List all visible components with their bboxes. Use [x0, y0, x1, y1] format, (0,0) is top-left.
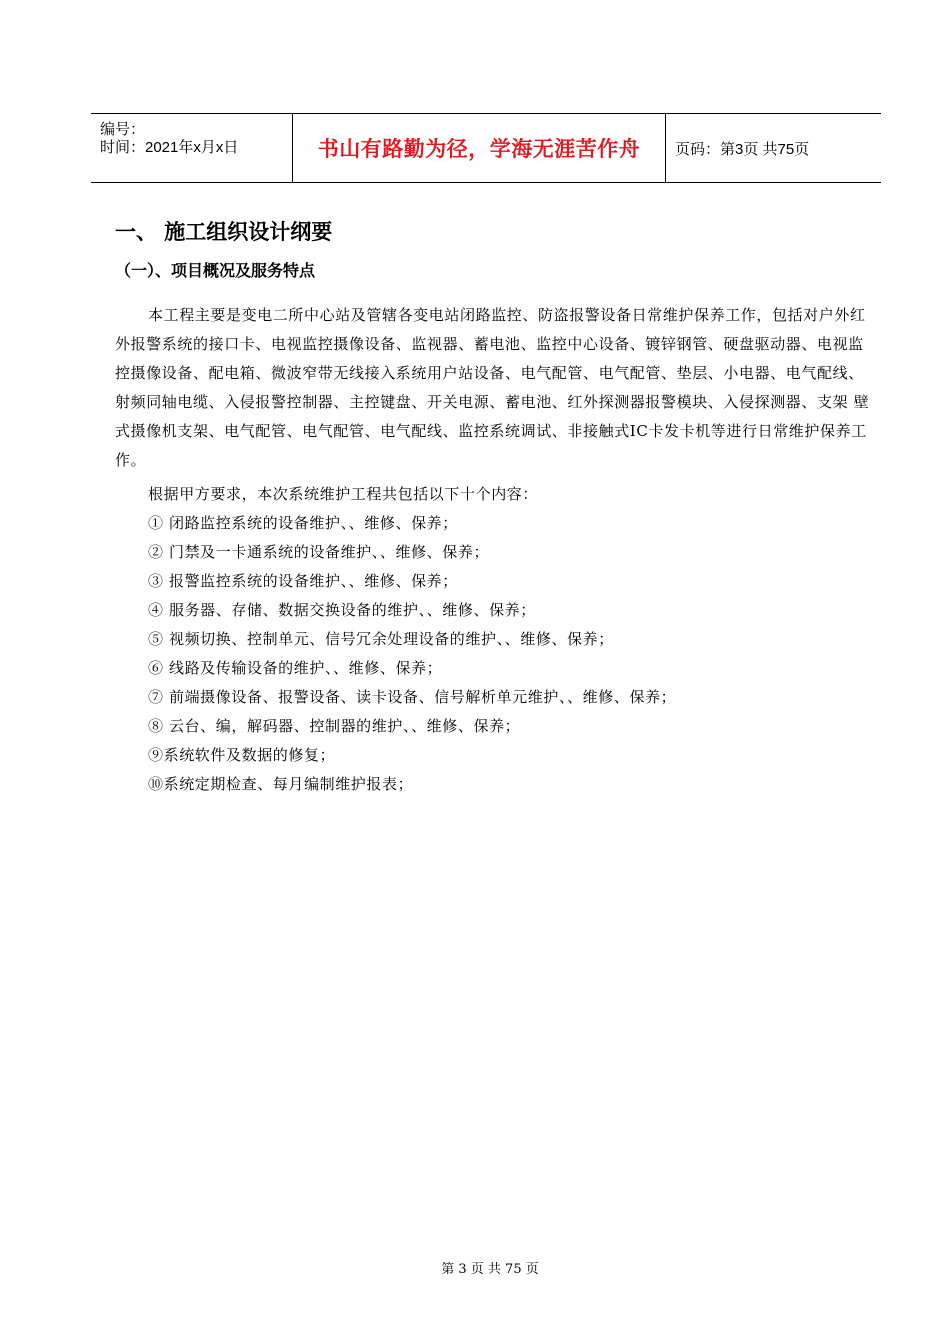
list-item: ③ 报警监控系统的设备维护、、维修、保养；	[148, 572, 458, 590]
list-item: ⑧ 云台、编，解码器、控制器的维护、、维修、保养；	[148, 717, 521, 735]
header-page-info: 页码：第3页 共75页	[675, 140, 810, 158]
document-header	[91, 113, 881, 183]
list-item: ⑤ 视频切换、控制单元、信号冗余处理设备的维护、、维修、保养；	[148, 630, 614, 648]
header-page-cell	[666, 114, 881, 182]
page-footer: 第 3 页 共 75 页	[441, 1262, 539, 1277]
list-item: ⑥ 线路及传输设备的维护、、维修、保养；	[148, 659, 443, 677]
header-motto: 书山有路勤为径，学海无涯苦作舟	[317, 137, 641, 161]
header-motto-cell	[293, 114, 666, 182]
list-item: ⑨系统软件及数据的修复；	[148, 746, 336, 764]
list-item: ② 门禁及一卡通系统的设备维护、、维修、保养；	[148, 543, 490, 561]
list-item: ④ 服务器、存储、数据交换设备的维护、、维修、保养；	[148, 601, 536, 619]
project-overview-paragraph: 本工程主要是变电二所中心站及管辖各变电站闭路监控、防盗报警设备日常维护保养工作，包括对户外红外报警系统的接口卡、电视监控摄像设备、监视器、蓄电池、监控中心设备、镀锌钢管、硬盘驱动器、电视监控摄像设备、配电箱、微波窄带无线接入系统用户站设备、电气配管、电气配管、垫层、小电器、电气配线、射频同轴电缆、入侵报警控制器、主控键盘、开关电源、蓄电池、红外探测器报警模块、入侵探测器、支架 壁式摄像机支架、电气配管、电气配管、电气配线、监控系统调试、非接触式IC卡发卡机等进行日常维护保养工作。	[115, 306, 870, 469]
list-intro: 根据甲方要求，本次系统维护工程共包括以下十个内容：	[148, 485, 539, 503]
section-heading: 一、 施工组织设计纲要	[115, 220, 333, 244]
header-meta-cell	[91, 114, 293, 182]
maintenance-scope-list	[148, 480, 676, 799]
list-item: ① 闭路监控系统的设备维护、、维修、保养；	[148, 514, 458, 532]
list-item: ⑩系统定期检查、每月编制维护报表；	[148, 775, 414, 793]
document-date: 时间：2021年x月x日	[100, 139, 239, 156]
subsection-heading: （一）、项目概况及服务特点	[115, 261, 316, 280]
document-number: 编号：	[100, 121, 146, 138]
list-item: ⑦ 前端摄像设备、报警设备、读卡设备、信号解析单元维护、、维修、保养；	[148, 688, 677, 706]
